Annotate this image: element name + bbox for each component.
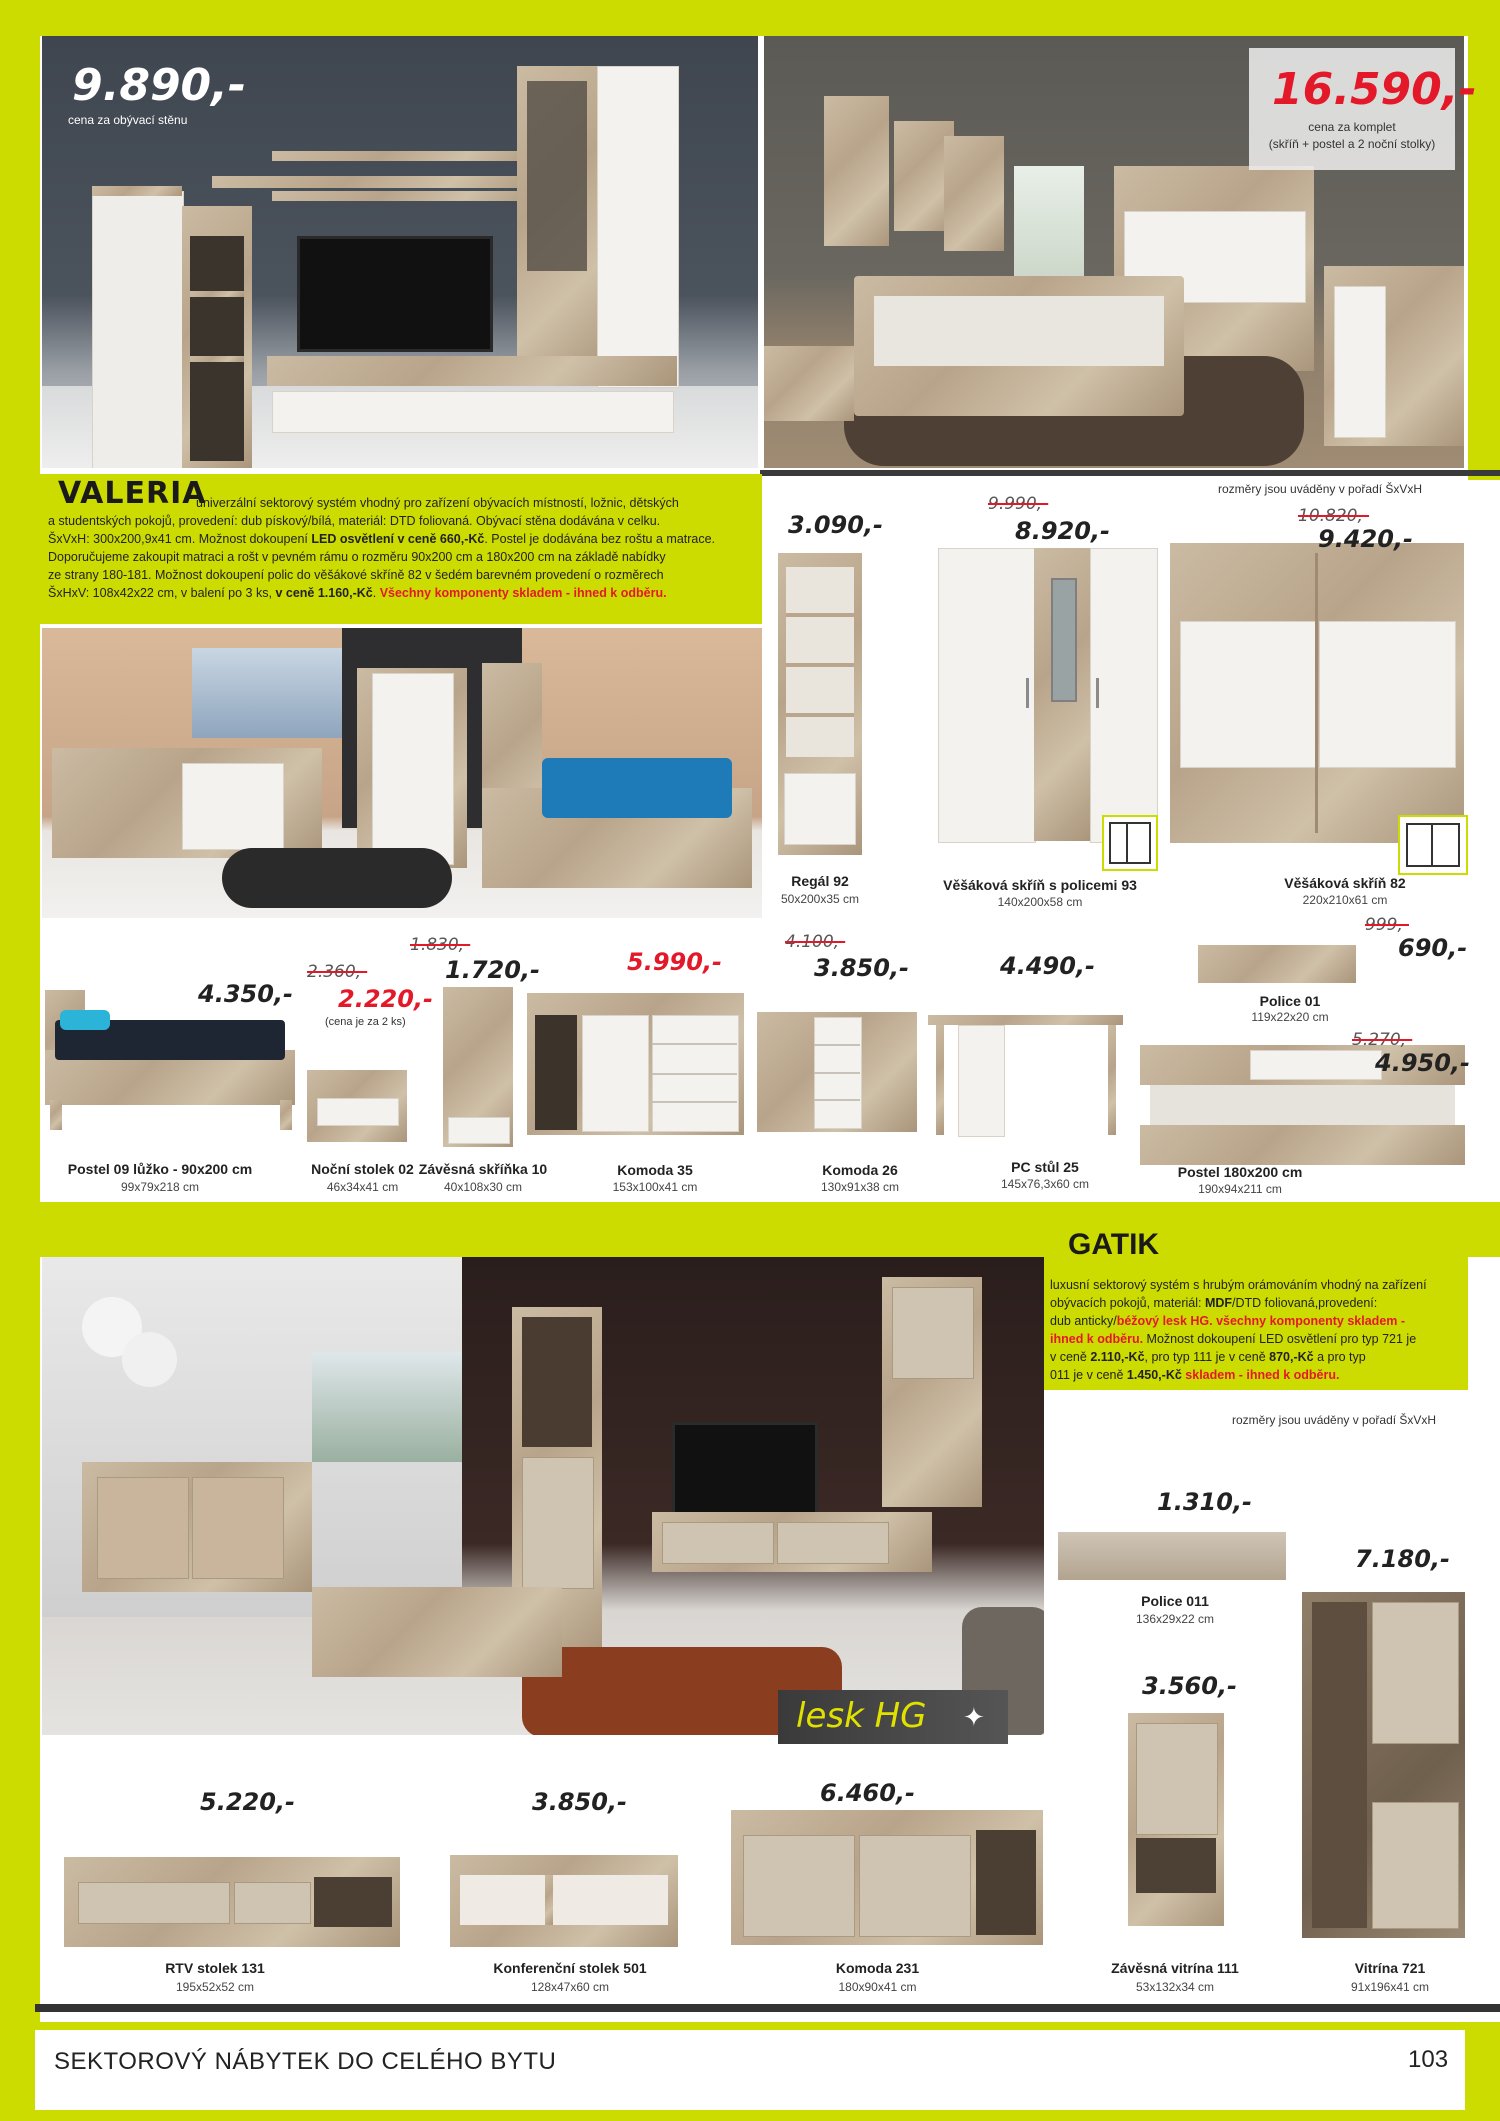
dresser-26-name: Komoda 26 — [822, 1162, 898, 1178]
valeria-line-3c: . Postel je dodávána bez roštu a matrace. — [484, 532, 716, 546]
hanging-vitrine-111-dims: 53x132x34 cm — [1135, 1980, 1215, 1994]
nightstand-02-image — [307, 1070, 407, 1142]
wardrobe-93-old-price: 9.990,- — [988, 494, 1049, 514]
gatik-title: GATIK — [1068, 1228, 1160, 1261]
hero-right-price: 16.590,- — [1272, 64, 1477, 115]
hanging-vitrine-111-price: 3.560,- — [1142, 1672, 1237, 1700]
gatik-l2b: MDF — [1204, 1296, 1233, 1310]
shelf-011-name: Police 011 — [1141, 1593, 1209, 1609]
gatik-l5a: v ceně — [1050, 1350, 1091, 1364]
hero-left-price: 9.890,- — [72, 60, 247, 111]
coffee-table-501-price: 3.850,- — [532, 1788, 627, 1816]
gatik-room-photo — [42, 1257, 1044, 1735]
nightstand-02-old-price: 2.360,- — [307, 962, 368, 982]
bed-09-price: 4.350,- — [198, 980, 293, 1008]
bed-09-name: Postel 09 lůžko - 90x200 cm — [67, 1161, 253, 1177]
shelf-01-old-price: 999,- — [1365, 915, 1409, 935]
gatik-l4: Možnost dokoupení LED osvětlení pro typ 721 je — [1143, 1332, 1417, 1346]
valeria-line-2: a studentských pokojů, provedení: dub pískový/bílá, materiál: DTD foliovaná. Obývací stěna dodávána v celku. — [48, 514, 661, 528]
bottom-rule — [35, 2004, 1500, 2012]
shelf-01-price: 690,- — [1398, 934, 1468, 962]
tv-stand-131-name: RTV stolek 131 — [165, 1960, 265, 1976]
hanging-cabinet-10-name: Závěsná skříňka 10 — [418, 1161, 548, 1177]
lesk-hg-badge — [778, 1690, 1008, 1744]
dresser-231-dims: 180x90x41 cm — [838, 1980, 917, 1994]
dresser-231-name: Komoda 231 — [835, 1960, 920, 1976]
dresser-35-price: 5.990,- — [627, 948, 722, 976]
wardrobe-82-price: 9.420,- — [1318, 525, 1413, 553]
wardrobe-93-image — [938, 548, 1156, 841]
wardrobe-82-name: Věšáková skříň 82 — [1284, 875, 1406, 891]
shelf-01-dims: 119x22x20 cm — [1251, 1010, 1329, 1024]
dresser-26-price: 3.850,- — [814, 954, 909, 982]
dresser-231-image — [731, 1810, 1043, 1945]
valeria-line-4: Doporučujeme zakoupit matraci a rošt v pevném rámu o rozměru 90x200 cm a 180x200 cm na základě nabídky — [48, 550, 666, 564]
coffee-table-501-dims: 128x47x60 cm — [530, 1980, 610, 1994]
dresser-26-old-price: 4.100,- — [785, 932, 846, 952]
gatik-l2: obývacích pokojů, materiál: — [1050, 1296, 1205, 1310]
nightstand-02-dims: 46x34x41 cm — [326, 1180, 399, 1194]
hanging-vitrine-111-name: Závěsná vitrína 111 — [1111, 1960, 1239, 1976]
gatik-l5d: 870,-Kč — [1269, 1350, 1314, 1364]
regal-92-price: 3.090,- — [788, 511, 883, 539]
nightstand-02-name: Noční stolek 02 — [311, 1161, 414, 1177]
gatik-l6a: 011 je v ceně — [1050, 1368, 1127, 1382]
wardrobe-82-old-price: 10.820,- — [1298, 506, 1370, 526]
tv-stand-131-dims: 195x52x52 cm — [175, 1980, 255, 1994]
bed-180-dims: 190x94x211 cm — [1198, 1182, 1282, 1196]
vitrine-721-price: 7.180,- — [1355, 1545, 1450, 1573]
pc-desk-25-image — [928, 1015, 1123, 1135]
dresser-26-image — [757, 1012, 917, 1132]
dresser-26-dims: 130x91x38 cm — [820, 1180, 900, 1194]
valeria-line-3a: ŠxVxH: 300x200,9x41 cm. Možnost dokoupení — [48, 532, 312, 546]
regal-92-name: Regál 92 — [791, 873, 849, 889]
bed-180-price: 4.950,- — [1375, 1049, 1470, 1077]
valeria-line-6d: Všechny komponenty skladem - ihned k odběru. — [379, 586, 667, 600]
gatik-l5b: 2.110,-Kč — [1090, 1350, 1145, 1364]
shelf-011-image — [1058, 1532, 1286, 1580]
gatik-l6r: skladem - ihned k odběru. — [1181, 1368, 1340, 1382]
vitrine-721-dims: 91x196x41 cm — [1350, 1980, 1430, 1994]
gatik-l1: luxusní sektorový systém s hrubým orámováním vhodný na zařízení — [1050, 1278, 1427, 1292]
nightstand-02-price: 2.220,- — [338, 985, 433, 1013]
valeria-room-photo — [42, 628, 762, 918]
shelf-011-dims: 136x29x22 cm — [1135, 1612, 1215, 1626]
wardrobe-82-dims: 220x210x61 cm — [1302, 893, 1388, 907]
vitrine-721-name: Vitrína 721 — [1354, 1960, 1426, 1976]
dresser-35-name: Komoda 35 — [617, 1162, 693, 1178]
footer-title: SEKTOROVÝ NÁBYTEK DO CELÉHO BYTU — [54, 2048, 557, 2075]
bed-180-name: Postel 180x200 cm — [1177, 1164, 1303, 1180]
wardrobe-82-image — [1170, 543, 1464, 843]
pc-desk-25-price: 4.490,- — [1000, 952, 1095, 980]
shelf-01-name: Police 01 — [1259, 993, 1321, 1009]
gatik-l4r: ihned k odběru. — [1050, 1332, 1144, 1346]
regal-92-dims: 50x200x35 cm — [780, 892, 860, 906]
wardrobe-93-price: 8.920,- — [1015, 517, 1110, 545]
pc-desk-25-name: PC stůl 25 — [1011, 1159, 1079, 1175]
page-number: 103 — [1408, 2046, 1449, 2073]
hanging-cabinet-10-image — [443, 987, 513, 1147]
gatik-l6b: 1.450,-Kč — [1126, 1368, 1182, 1382]
valeria-title: VALERIA — [58, 476, 207, 511]
dresser-35-image — [527, 993, 744, 1135]
valeria-line-6b: v ceně 1.160,-Kč — [275, 586, 373, 600]
hero-right-label-1: cena za komplet — [1308, 120, 1396, 134]
dresser-35-dims: 153x100x41 cm — [612, 1180, 698, 1194]
lime-frame-left — [0, 0, 40, 2121]
hero-right-label-2: (skříň + postel a 2 noční stolky) — [1268, 137, 1436, 151]
valeria-line-1: univerzální sektorový systém vhodný pro zařízení obývacích místností, ložnic, dětských — [196, 496, 679, 510]
valeria-dim-note: rozměry jsou uváděny v pořadí ŠxVxH — [1218, 482, 1423, 496]
gatik-description — [1050, 1276, 1465, 1384]
tv-icon — [297, 236, 493, 352]
wardrobe-93-name: Věšáková skříň s policemi 93 — [943, 877, 1137, 893]
hanging-cabinet-10-old-price: 1.830,- — [410, 935, 471, 955]
wardrobe-82-interior-icon — [1398, 815, 1468, 875]
bed-09-image — [45, 990, 295, 1135]
tv-stand-131-price: 5.220,- — [200, 1788, 295, 1816]
nightstand-02-note: (cena je za 2 ks) — [325, 1016, 406, 1028]
pc-desk-25-dims: 145x76,3x60 cm — [1000, 1177, 1090, 1191]
valeria-description — [48, 494, 760, 602]
valeria-line-6a: ŠxHxV: 108x42x22 cm, v balení po 3 ks, — [48, 586, 276, 600]
hero-left-label: cena za obývací stěnu — [68, 113, 188, 127]
gatik-l3r: béžový lesk HG. všechny komponenty skladem - — [1116, 1314, 1406, 1328]
vitrine-721-image — [1302, 1592, 1465, 1938]
wardrobe-93-interior-icon — [1102, 815, 1158, 871]
tv-stand-131-image — [64, 1857, 400, 1947]
lime-frame-top — [0, 0, 1500, 36]
valeria-line-5: ze strany 180-181. Možnost dokoupení polic do věšákové skříně 82 v šedém barevném provedení o rozměrech — [48, 568, 664, 582]
coffee-table-501-name: Konferenční stolek 501 — [493, 1960, 647, 1976]
coffee-table-501-image — [450, 1855, 678, 1947]
gatik-l5e: a pro typ — [1313, 1350, 1366, 1364]
valeria-line-3b: LED osvětlení v ceně 660,-Kč — [311, 532, 485, 546]
regal-92-image — [778, 553, 862, 855]
valeria-line-6c: . — [372, 586, 380, 600]
gatik-dim-note: rozměry jsou uváděny v pořadí ŠxVxH — [1232, 1413, 1437, 1427]
dresser-231-price: 6.460,- — [820, 1779, 915, 1807]
hanging-cabinet-10-dims: 40x108x30 cm — [443, 1180, 523, 1194]
section-divider — [760, 470, 1500, 476]
shelf-011-price: 1.310,- — [1157, 1488, 1252, 1516]
hanging-cabinet-10-price: 1.720,- — [445, 956, 540, 984]
shelf-01-image — [1198, 945, 1356, 983]
bed-09-dims: 99x79x218 cm — [120, 1180, 200, 1194]
lesk-hg-text: lesk HG — [796, 1696, 927, 1736]
gatik-l3: dub anticky/ — [1050, 1314, 1117, 1328]
wardrobe-93-dims: 140x200x58 cm — [997, 895, 1083, 909]
gatik-l2c: /DTD foliovaná,provedení: — [1232, 1296, 1378, 1310]
gatik-l5c: , pro typ 111 je v ceně — [1144, 1350, 1270, 1364]
bed-180-old-price: 5.270,- — [1352, 1030, 1413, 1050]
sparkle-icon: ✦ — [963, 1702, 985, 1732]
hanging-vitrine-111-image — [1128, 1713, 1224, 1926]
